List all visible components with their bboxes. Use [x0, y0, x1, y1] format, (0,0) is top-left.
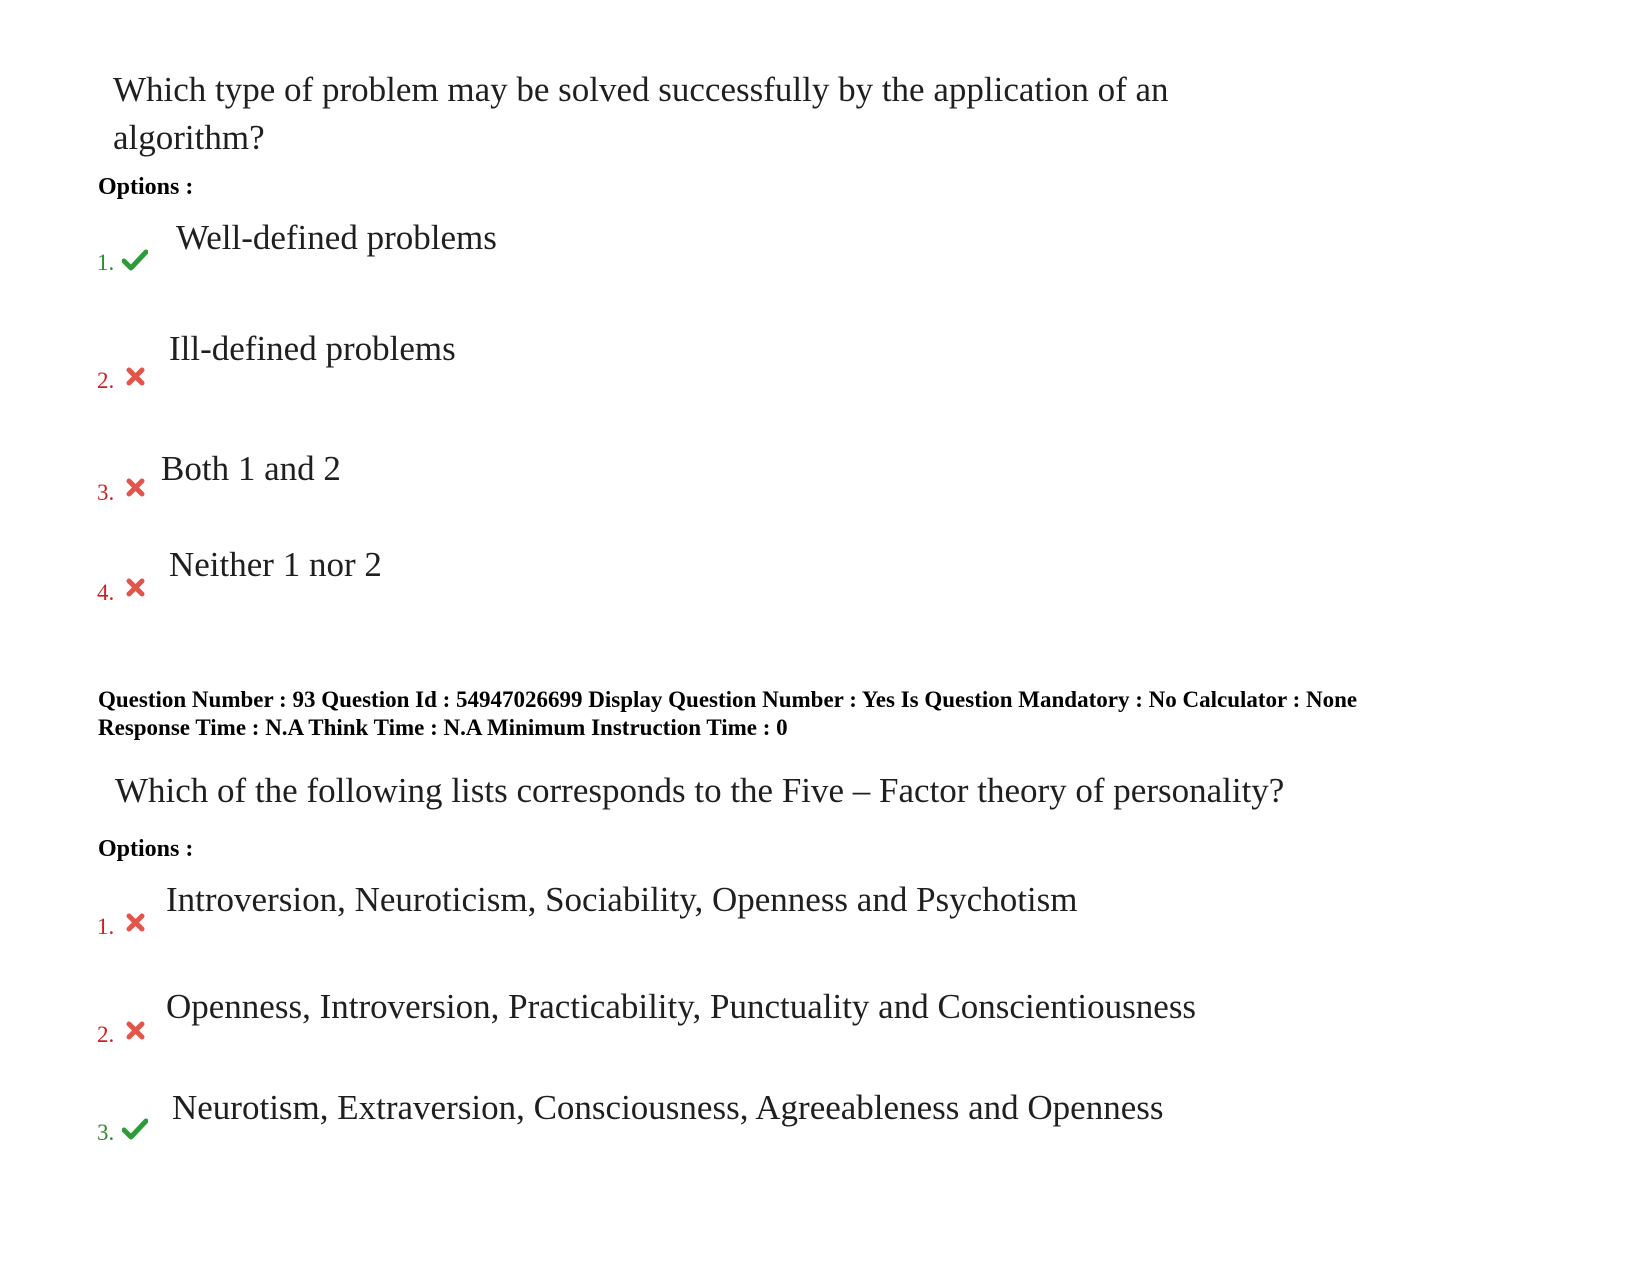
option-number: 3.: [97, 480, 115, 505]
option-text: Openness, Introversion, Practicability, Punctuality and Conscientiousness: [166, 987, 1197, 1026]
cross-mark-icon: [123, 577, 149, 599]
option-text: Neurotism, Extraversion, Consciousness, Agreeableness and Openness: [172, 1088, 1164, 1127]
option-number: 2.: [97, 1022, 115, 1047]
options-label: Options :: [98, 836, 194, 862]
option-text: Both 1 and 2: [161, 449, 341, 488]
check-mark-icon: [122, 249, 148, 271]
question-1-text-line-1: Which type of problem may be solved successfully by the application of an: [113, 70, 1169, 109]
option-number: 1.: [97, 250, 115, 275]
option-number: 2.: [97, 368, 115, 393]
option-text: Introversion, Neuroticism, Sociability, Openness and Psychotism: [166, 880, 1078, 919]
option-text: Ill-defined problems: [169, 329, 456, 368]
cross-mark-icon: [123, 1020, 149, 1042]
option-text: Neither 1 nor 2: [169, 545, 382, 584]
option-number: 4.: [97, 580, 115, 605]
option-number: 1.: [97, 914, 115, 939]
cross-mark-icon: [123, 477, 149, 499]
question-2-text: Which of the following lists corresponds to the Five – Factor theory of personality?: [115, 771, 1285, 810]
question-meta-line-1: Question Number : 93 Question Id : 54947026699 Display Question Number : Yes Is Question Mandatory : No Calculator : None: [98, 687, 1358, 712]
option-number: 3.: [97, 1120, 115, 1145]
check-mark-icon: [122, 1118, 148, 1140]
options-label: Options :: [98, 174, 194, 200]
cross-mark-icon: [123, 366, 149, 388]
question-meta-line-2: Response Time : N.A Think Time : N.A Minimum Instruction Time : 0: [98, 715, 788, 740]
cross-mark-icon: [123, 912, 149, 934]
option-text: Well-defined problems: [176, 218, 497, 257]
question-1-text-line-2: algorithm?: [113, 118, 265, 157]
